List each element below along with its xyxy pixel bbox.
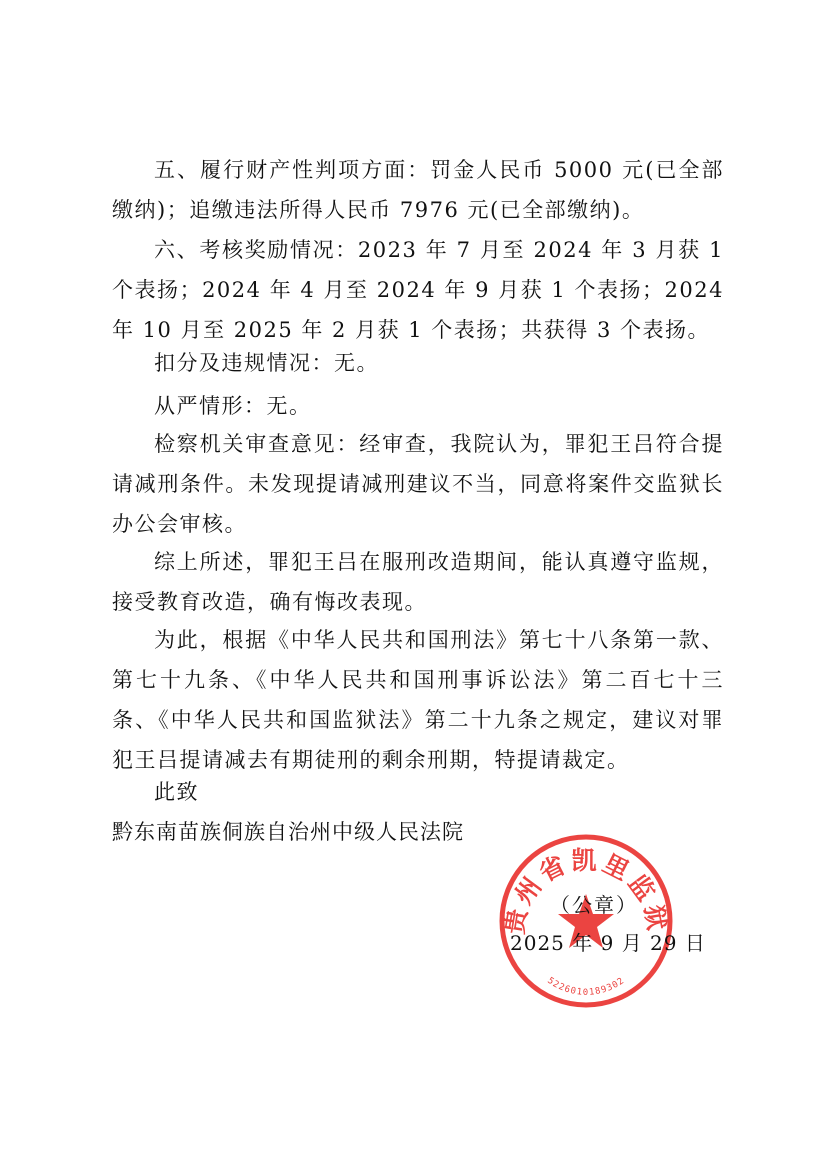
paragraph-summary: 综上所述，罪犯王吕在服刑改造期间，能认真遵守监规，接受教育改造，确有悔改表现。 [112, 550, 724, 614]
paragraph-property-judgment: 五、履行财产性判项方面：罚金人民币 5000 元(已全部缴纳)；追缴违法所得人民币 7976 元(已全部缴纳)。 [112, 158, 724, 222]
paragraph-legal-basis: 为此，根据《中华人民共和国刑法》第七十八条第一款、第七十九条、《中华人民共和国刑事诉讼法》第二百七十三条、《中华人民共和国监狱法》第二十九条之规定，建议对罪犯王吕提请减去有期徒刑的剩余刑期，特提请裁定。 [112, 628, 724, 772]
paragraph-salutation: 此致 [154, 780, 199, 804]
seal-code-text: 5226010189302 [545, 975, 627, 998]
paragraph-rewards: 六、考核奖励情况：2023 年 7 月至 2024 年 3 月获 1 个表扬；2024 年 4 月至 2024 年 9 月获 1 个表扬；2024 年 10 月至 2025 年 2 月获 1 个表扬；共获得 3 个表扬。 [112, 238, 724, 342]
paragraph-strict-circumstances: 从严情形：无。 [154, 394, 312, 418]
paragraph-procuratorate-opinion: 检察机关审查意见：经审查，我院认为，罪犯王吕符合提请减刑条件。未发现提请减刑建议不当，同意将案件交监狱长办公会审核。 [112, 432, 724, 536]
document-date: 2025 年 9 月 29 日 [510, 931, 706, 955]
addressee-court: 黔东南苗族侗族自治州中级人民法院 [112, 820, 464, 844]
seal-label: （公章） [550, 893, 638, 917]
paragraph-violations: 扣分及违规情况：无。 [154, 351, 379, 375]
seal-arc-text: 贵州省凯里监狱 [499, 845, 673, 937]
official-seal-stamp [497, 832, 675, 1010]
